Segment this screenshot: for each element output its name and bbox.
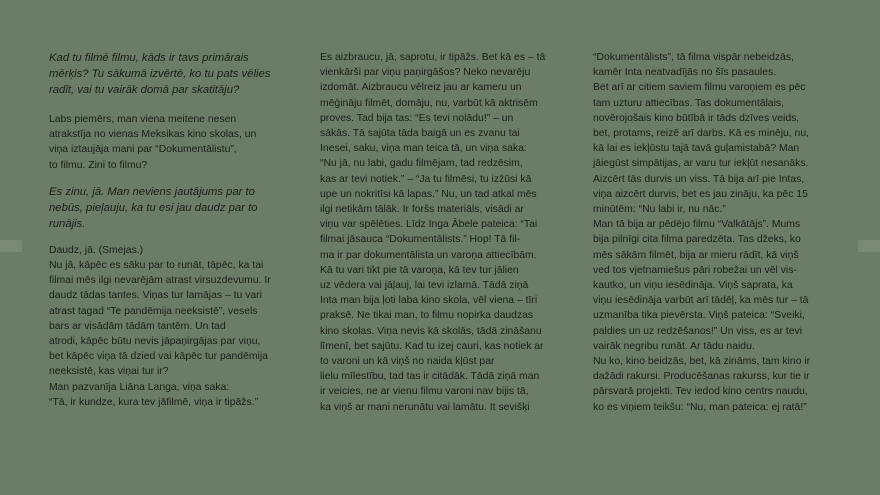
text-line: tam uzturu attiecības. Tas dokumentālais, — [593, 97, 784, 109]
text-line: proves. Tad bija tas: “Es tevi nolādu!” – un — [320, 112, 514, 124]
text-line: mērķis? Tu sākumā izvērtē, ko tu pats vēlies — [49, 68, 271, 80]
text-line: viņu iesēdināja varbūt arī tādēļ, ka mēs tur – tā — [593, 295, 809, 307]
text-line: lielu mīlestību, tad tas ir citādāk. Tādā ziņā man — [320, 371, 540, 383]
text-line: bet kāpēc viņa tā dzied vai kāpēc tur pandēmija — [49, 351, 268, 363]
column-middle — [320, 50, 558, 415]
text-line: uz vēdera vai jāļauj, lai tevi izlamā. Tādā ziņā — [320, 280, 529, 292]
answer-paragraph-2 — [49, 243, 285, 410]
text-line: Bet arī ar citiem saviem filmu varoņiem es pēc — [593, 82, 806, 94]
text-line: kamēr Inta neatvadījās no šīs pasaules. — [593, 67, 777, 79]
text-line: filmai mēs ilgi nevarējām atrast virsuzdevumu. Ir — [49, 275, 271, 287]
text-line: Kā tu vari tikt pie tā varoņa, kā tev tur jālien — [320, 264, 519, 276]
text-line: ma ir par dokumentālista un varoņa attiecībām. — [320, 249, 537, 261]
body-paragraph — [593, 50, 829, 415]
text-line: daudz tādas tantes. Viņas tur lamājas – tu vari — [49, 290, 262, 302]
text-line: jāiegūst simpātijas, ar varu tur iekļūt nesanāks. — [593, 158, 809, 170]
text-line: Labs piemērs, man viena meitene nesen — [49, 114, 237, 125]
text-line: bars ar visādām tādām tantēm. Un tad — [49, 320, 226, 332]
text-line: pārsvarā projekti. Tev iedod kino centrs naudu, — [593, 386, 808, 398]
text-line: līmenī, bet sajūtu. Kad tu izej cauri, kas notiek ar — [320, 340, 544, 352]
text-line: ilgi netikām tālāk. Ir foršs materiāls, visādi ar — [320, 204, 524, 216]
text-line: Nu ko, kino beidzās, bet, kā zināms, tam kino ir — [593, 356, 811, 368]
text-line: viņa aizcērt durvis, bet es jau zināju, ka pēc 15 — [593, 188, 808, 200]
text-line: minūtēm: “Nu labi ir, nu nāc.” — [593, 204, 726, 216]
text-line: kautko, un viņu iesēdināja. Viņš saprata, ka — [593, 280, 793, 292]
text-line: to filmu. Zini to filmu? — [49, 159, 148, 171]
text-line: upe un nokritīsi kā lapas.” Nu, un tad atkal mēs — [320, 188, 537, 200]
text-line: izdomāt. Aizbraucu vēlreiz jau ar kameru un — [320, 82, 522, 94]
text-line: kino skolas. Viņa nevis kā skolās, tādā zināšanu — [320, 325, 542, 337]
text-line: Daudz, jā. (Smejas.) — [49, 244, 144, 256]
text-line: radīt, vai tu vairāk domā par skatītāju? — [49, 84, 240, 96]
text-line: ir veicies, ne ar vienu filmu varoni nav bijis tā, — [320, 386, 529, 398]
text-line: Inesei, saku, viņa man teica tā, un viņa saka: — [320, 143, 527, 155]
question-1 — [49, 50, 285, 98]
text-line: bet, protams, reizē arī darbs. Kā es minēju, nu, — [593, 128, 809, 140]
text-line: “Nu jā, nu labi, gadu filmējam, tad redzēsim, — [320, 158, 523, 170]
text-line: ka viņš ar mani nerunātu vai lamātu. It sevišķi — [320, 401, 530, 413]
column-left — [49, 50, 285, 410]
text-line: sākās. Tā sajūta tāda baigā un es zvanu tai — [320, 128, 520, 140]
text-line: Man pazvanīja Liāna Langa, viņa saka: — [49, 381, 230, 393]
text-line: Aizcērt tās durvis un viss. Tā bija arī pie Intas, — [593, 173, 805, 185]
text-line: Kad tu filmē filmu, kāds ir tavs primārais — [49, 52, 249, 64]
text-line: ved tos vjetnamiešus pāri robežai un vēl vis- — [593, 264, 797, 276]
text-line: runājis. — [49, 217, 86, 230]
text-line: atrast tagad “Te pandēmija neeksistē”, vesels — [49, 305, 258, 317]
text-line: atrakstīja no vienas Meksikas kino skolas, un — [49, 129, 257, 141]
question-2 — [49, 184, 285, 232]
text-line: Man tā bija ar pēdējo filmu “Valkātājs”. Mums — [593, 219, 801, 231]
text-line: dažādi rakursi. Producēšanas rakurss, kur tie ir — [593, 371, 810, 383]
body-paragraph — [320, 50, 558, 415]
text-line: “Dokumentālists”, tā filma vispār nebeidzās, — [593, 52, 794, 63]
text-line: filmai jāsauca “Dokumentālists.” Hop! Tā fil- — [320, 234, 521, 246]
left-edge-tab — [0, 240, 22, 252]
text-line: Es aizbraucu, jā, saprotu, ir tipāžs. Bet kā es – tā — [320, 52, 546, 63]
text-line: Es zinu, jā. Man neviens jautājums par to — [49, 185, 255, 198]
text-line: uzmanība tika pievērsta. Viņš pateica: “Sveiki, — [593, 310, 805, 322]
text-line: praksē. Ne tikai man, to filmu nopirka daudzas — [320, 310, 534, 322]
text-line: mēs sākām filmēt, bija ar mieru rādīt, kā viņš — [593, 249, 799, 261]
text-line: neeksistē, kas viņai tur ir? — [49, 366, 169, 378]
text-line: atrodi, kāpēc būtu nevis jāpaņirgājas par viņu, — [49, 336, 261, 348]
text-line: ko es viņiem teikšu: “Nu, man pateica: ej ratā!” — [593, 401, 807, 413]
text-line: paldies un uz redzēšanos!” Un viss, es ar tevi — [593, 325, 803, 337]
text-line: Nu jā, kāpēc es sāku par to runāt, tāpēc, ka tai — [49, 260, 264, 272]
text-line: viņa iztaujāja mani par “Dokumentālistu”, — [49, 144, 237, 156]
text-line: bija pilnīgi cita filma paredzēta. Tas džeks, ko — [593, 234, 801, 246]
text-line: to varoni un kā viņš no naida kļūst par — [320, 356, 495, 368]
text-line: kas ar tevi notiek.” – “Ja tu filmēsi, tu izžūsi kā — [320, 173, 532, 185]
text-line: Inta man bija ļoti laba kino skola, vēl viena – tīri — [320, 295, 538, 307]
text-line: kā lai es iekļūstu tajā tavā guļamistabā? Man — [593, 143, 800, 155]
text-line: vairāk negribu runāt. Ar tādu naidu. — [593, 340, 755, 352]
text-line: novērojošais kino būtībā ir tāds dzīves veids, — [593, 112, 800, 124]
right-edge-tab — [858, 240, 880, 252]
text-line: “Tā, ir kundze, kura tev jāfilmē, viņa ir tipāžs.” — [49, 396, 259, 408]
column-right — [593, 50, 829, 415]
text-line: vienkārši par viņu paņirgāšos? Neko nevarēju — [320, 67, 531, 79]
answer-paragraph-1 — [49, 112, 285, 173]
text-line: viņu var spēlēties. Līdz Inga Ābele pateica: “Tai — [320, 219, 538, 231]
text-line: mēģināju filmēt, domāju, nu, varbūt kā aktrisēm — [320, 97, 538, 109]
text-line: nebūs, pieļauju, ka tu esi jau daudz par to — [49, 201, 258, 214]
